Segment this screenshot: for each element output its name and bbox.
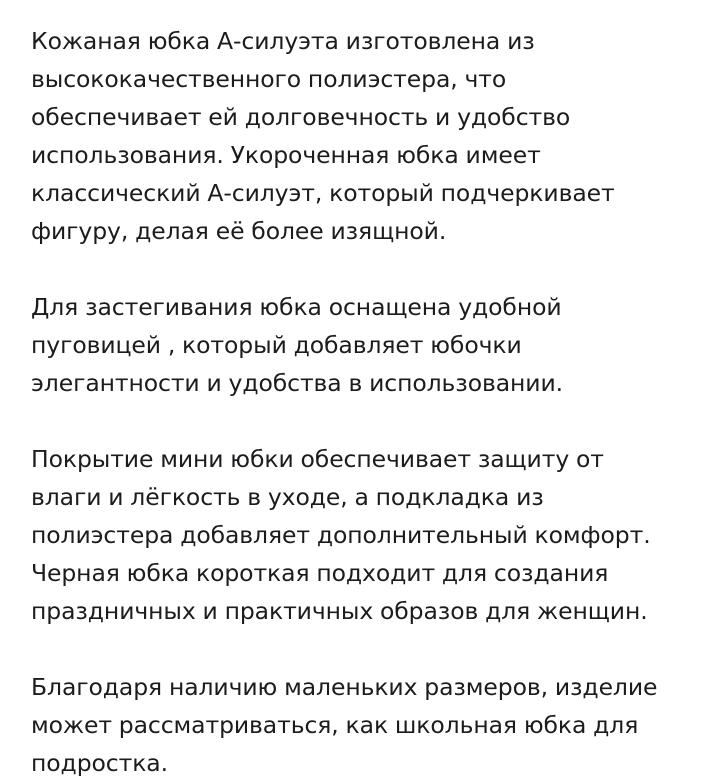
text-line: обеспечивает ей долговечность и удобство xyxy=(31,103,571,131)
product-description xyxy=(31,22,711,782)
text-line: Кожаная юбка А-силуэта изготовлена из xyxy=(31,27,535,55)
description-paragraph-coating xyxy=(31,440,711,630)
text-line: праздничных и практичных образов для женщин. xyxy=(31,597,648,625)
text-line: Покрытие мини юбки обеспечивает защиту от xyxy=(31,445,604,473)
text-line: может рассматриваться, как школьная юбка для xyxy=(31,711,639,739)
text-line: пуговицей , который добавляет юбочки xyxy=(31,331,522,359)
description-paragraph-material xyxy=(31,22,711,250)
text-line: Для застегивания юбка оснащена удобной xyxy=(31,293,562,321)
text-line: использования. Укороченная юбка имеет xyxy=(31,141,541,169)
description-paragraph-fastening xyxy=(31,288,711,402)
text-line: Черная юбка короткая подходит для создания xyxy=(31,559,609,587)
text-line: подростка. xyxy=(31,749,168,777)
text-line: высококачественного полиэстера, что xyxy=(31,65,507,93)
text-line: полиэстера добавляет дополнительный комфорт. xyxy=(31,521,651,549)
text-line: Благодаря наличию маленьких размеров, изделие xyxy=(31,673,658,701)
description-paragraph-sizes xyxy=(31,668,711,782)
text-line: влаги и лёгкость в уходе, а подкладка из xyxy=(31,483,544,511)
text-line: элегантности и удобства в использовании. xyxy=(31,369,563,397)
text-line: классический А-силуэт, который подчеркивает xyxy=(31,179,615,207)
text-line: фигуру, делая её более изящной. xyxy=(31,217,447,245)
